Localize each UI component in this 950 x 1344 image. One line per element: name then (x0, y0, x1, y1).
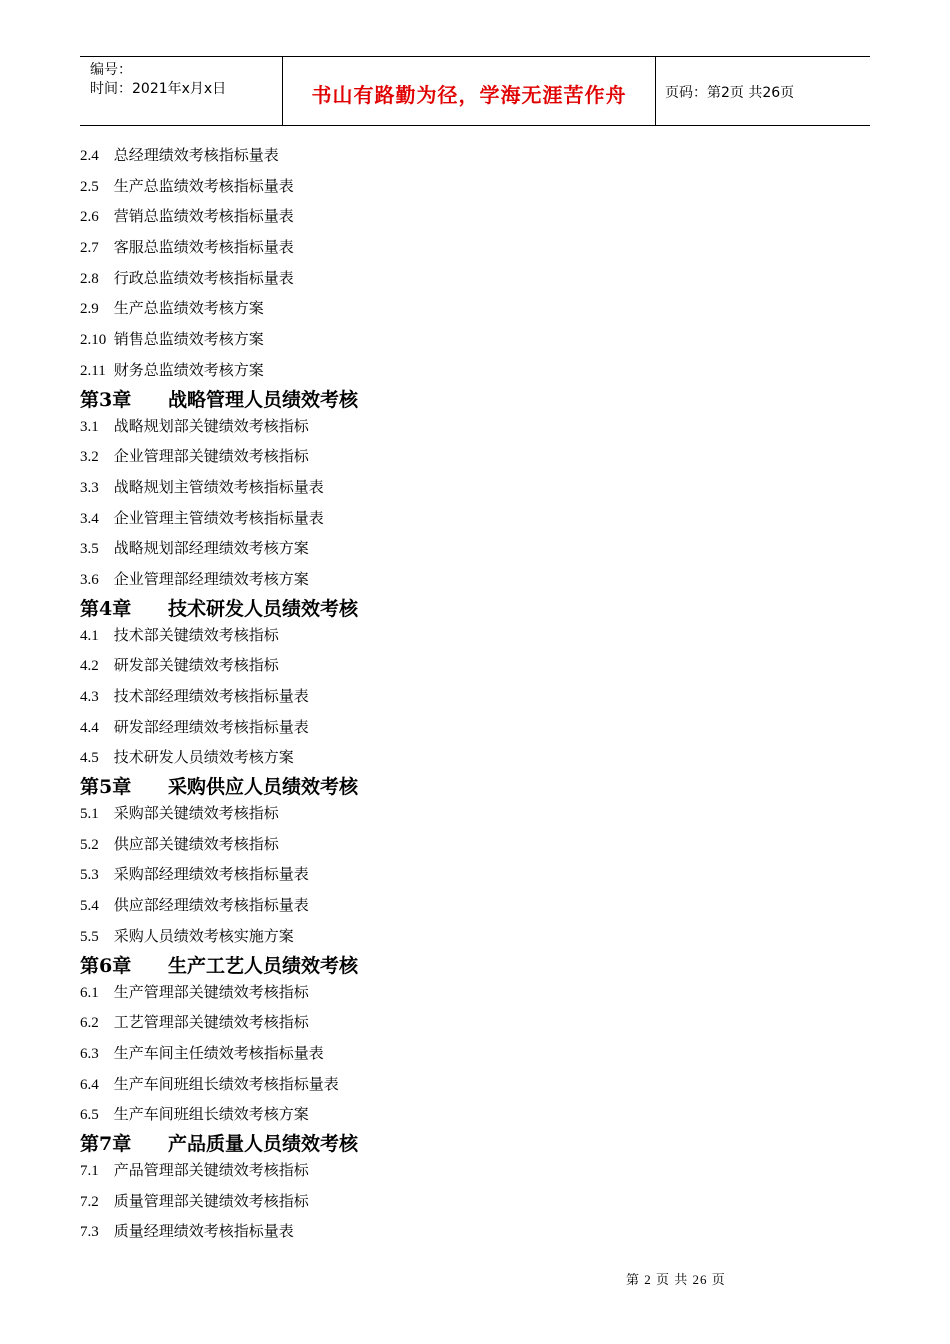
toc-item-number: 4.1 (80, 627, 99, 644)
chapter-number: 第5章 (80, 776, 132, 799)
toc-item-title: 生产总监绩效考核指标量表 (113, 178, 294, 195)
toc-item (80, 1073, 860, 1104)
toc-item-title: 供应部经理绩效考核指标量表 (113, 898, 309, 915)
toc-item (80, 537, 860, 568)
toc-item-number: 5.1 (80, 806, 99, 823)
chapter-title: 技术研发人员绩效考核 (168, 597, 359, 620)
toc-item-number: 7.3 (80, 1224, 99, 1241)
chapter-heading (80, 1131, 860, 1157)
toc-item-number: 4.4 (80, 719, 99, 736)
toc-item-number: 6.3 (80, 1045, 99, 1062)
toc-item (80, 654, 860, 685)
toc-item (80, 1042, 860, 1073)
table-of-contents (80, 144, 860, 1251)
toc-item-number: 5.2 (80, 836, 99, 853)
toc-item-title: 企业管理部关键绩效考核指标 (113, 449, 309, 466)
toc-item-title: 企业管理部经理绩效考核方案 (113, 571, 309, 588)
toc-item (80, 359, 860, 390)
toc-item (80, 144, 860, 175)
toc-item-title: 战略规划部经理绩效考核方案 (113, 541, 309, 558)
chapter-heading (80, 953, 860, 979)
toc-item (80, 746, 860, 777)
toc-item-title: 供应部关键绩效考核指标 (113, 836, 279, 853)
chapter-title: 生产工艺人员绩效考核 (168, 954, 359, 977)
toc-item-number: 3.2 (80, 449, 99, 466)
page-footer: 第 2 页 共 26 页 (626, 1272, 726, 1287)
toc-item-number: 2.8 (80, 270, 99, 287)
toc-item (80, 981, 860, 1012)
toc-item-number: 2.10 (80, 332, 107, 349)
toc-item (80, 1103, 860, 1134)
toc-item (80, 1011, 860, 1042)
toc-item-number: 4.5 (80, 750, 99, 767)
toc-item-title: 总经理绩效考核指标量表 (113, 148, 279, 164)
toc-item-number: 6.2 (80, 1015, 99, 1032)
chapter-title: 产品质量人员绩效考核 (168, 1132, 359, 1155)
toc-item-title: 生产车间班组长绩效考核方案 (113, 1107, 309, 1124)
toc-item-title: 采购部经理绩效考核指标量表 (113, 867, 309, 884)
toc-item-number: 3.1 (80, 418, 99, 435)
toc-item-number: 2.9 (80, 301, 99, 318)
header-meta-cell (80, 57, 283, 125)
toc-item-title: 产品管理部关键绩效考核指标 (113, 1162, 309, 1179)
chapter-title: 战略管理人员绩效考核 (168, 388, 359, 411)
toc-item (80, 716, 860, 747)
toc-item-number: 4.3 (80, 689, 99, 705)
toc-item (80, 1220, 860, 1251)
toc-item-number: 7.2 (80, 1193, 99, 1210)
toc-item (80, 833, 860, 864)
toc-item-number: 5.5 (80, 928, 99, 945)
toc-item-number: 3.4 (80, 510, 99, 527)
toc-item-number: 4.2 (80, 658, 99, 675)
toc-item-number: 2.6 (80, 209, 99, 226)
toc-item-title: 战略规划主管绩效考核指标量表 (113, 479, 324, 496)
toc-item-title: 生产车间班组长绩效考核指标量表 (113, 1076, 339, 1093)
toc-item-title: 研发部经理绩效考核指标量表 (113, 719, 309, 736)
toc-item-number: 2.7 (80, 240, 99, 257)
toc-item (80, 1159, 860, 1190)
toc-item-title: 工艺管理部关键绩效考核指标 (113, 1015, 309, 1032)
serial-number-label: 编号： (90, 62, 132, 78)
toc-item-number: 2.5 (80, 178, 99, 195)
toc-item-number: 6.4 (80, 1076, 99, 1093)
toc-item-title: 财务总监绩效考核方案 (113, 362, 264, 379)
toc-item-number: 3.5 (80, 541, 99, 558)
chapter-number: 第6章 (80, 954, 132, 977)
toc-item-number: 3.3 (80, 479, 99, 496)
toc-item-number: 5.4 (80, 898, 99, 915)
chapter-heading (80, 596, 860, 622)
toc-item-title: 质量管理部关键绩效考核指标 (113, 1193, 309, 1210)
toc-item-number: 6.1 (80, 984, 99, 1001)
chapter-number: 第7章 (80, 1132, 132, 1155)
toc-item (80, 175, 860, 206)
toc-item-title: 研发部关键绩效考核指标 (113, 658, 279, 675)
toc-item (80, 802, 860, 833)
toc-item-number: 7.1 (80, 1162, 99, 1179)
date-label: 时间：2021年x月x日 (90, 81, 227, 97)
toc-item-title: 生产车间主任绩效考核指标量表 (113, 1045, 324, 1062)
toc-item (80, 863, 860, 894)
toc-item-number: 2.4 (80, 148, 99, 164)
toc-item (80, 685, 860, 716)
page-info: 页码：第2页 共26页 (665, 85, 795, 101)
toc-item-title: 技术研发人员绩效考核方案 (113, 750, 294, 767)
toc-item (80, 236, 860, 267)
toc-item-title: 技术部经理绩效考核指标量表 (113, 689, 309, 705)
page-header (80, 56, 870, 126)
toc-item-number: 5.3 (80, 867, 99, 884)
toc-item-title: 企业管理主管绩效考核指标量表 (113, 510, 324, 527)
toc-item-title: 生产管理部关键绩效考核指标 (113, 984, 309, 1001)
toc-item-title: 技术部关键绩效考核指标 (113, 627, 279, 644)
chapter-title: 采购供应人员绩效考核 (168, 776, 359, 799)
toc-item (80, 476, 860, 507)
toc-item-title: 战略规划部关键绩效考核指标 (113, 418, 309, 435)
toc-item-title: 生产总监绩效考核方案 (113, 301, 264, 318)
toc-item (80, 328, 860, 359)
toc-item-title: 行政总监绩效考核指标量表 (113, 270, 294, 287)
chapter-number: 第4章 (80, 597, 132, 620)
toc-item-title: 销售总监绩效考核方案 (113, 332, 264, 349)
toc-item (80, 415, 860, 446)
toc-item (80, 205, 860, 236)
toc-item-number: 3.6 (80, 571, 99, 588)
toc-item (80, 1190, 860, 1221)
toc-item (80, 445, 860, 476)
toc-item-number: 2.11 (80, 362, 106, 379)
toc-item-title: 采购部关键绩效考核指标 (113, 806, 279, 823)
toc-item (80, 507, 860, 538)
toc-item (80, 925, 860, 956)
motto-text: 书山有路勤为径，学海无涯苦作舟 (311, 83, 627, 107)
toc-item-number: 6.5 (80, 1107, 99, 1124)
chapter-heading (80, 387, 860, 413)
toc-item-title: 采购人员绩效考核实施方案 (113, 928, 294, 945)
toc-item-title: 营销总监绩效考核指标量表 (113, 209, 294, 226)
toc-item (80, 624, 860, 655)
toc-item (80, 568, 860, 599)
toc-item (80, 297, 860, 328)
chapter-number: 第3章 (80, 388, 132, 411)
header-motto-cell (283, 57, 656, 125)
toc-item (80, 267, 860, 298)
toc-item-title: 客服总监绩效考核指标量表 (113, 240, 294, 257)
toc-item-title: 质量经理绩效考核指标量表 (113, 1224, 294, 1241)
toc-item (80, 894, 860, 925)
chapter-heading (80, 774, 860, 800)
header-page-cell (656, 57, 870, 125)
